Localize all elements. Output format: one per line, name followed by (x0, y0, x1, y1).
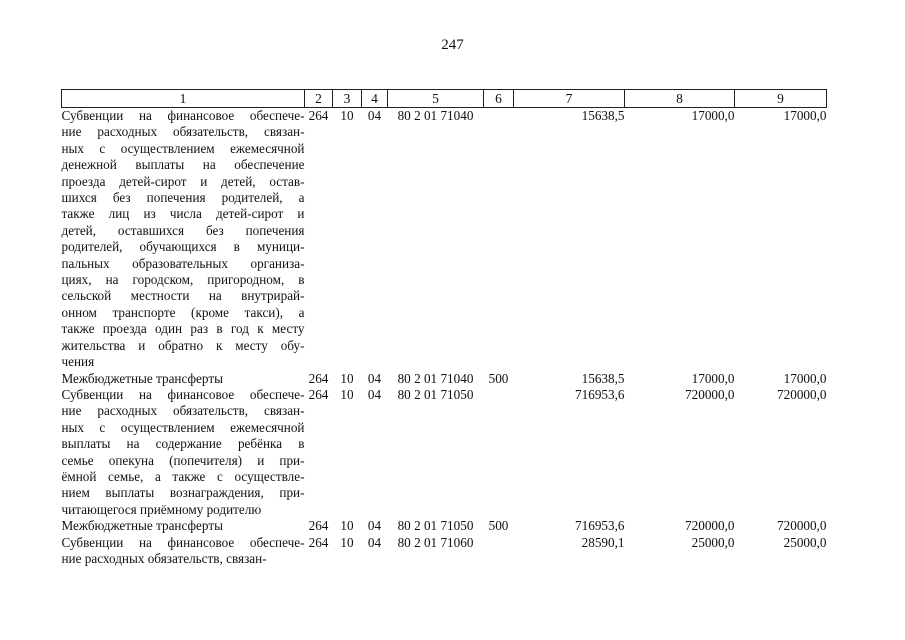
header-col-1: 1 (62, 90, 305, 108)
row-col-3: 10 (340, 518, 354, 534)
row-col-4: 04 (367, 534, 382, 550)
description-line: выплаты на содержание ребёнка в (61, 436, 305, 452)
table-header-row (62, 90, 827, 108)
row-col-2: 264 (308, 534, 329, 550)
budget-table (61, 89, 827, 567)
description-line: Межбюджетные трансферты (61, 370, 223, 386)
description-line: шихся без попечения родителей, а (61, 190, 305, 206)
description-line: ных с осуществлением ежемесячной (61, 419, 305, 435)
table-row (62, 535, 827, 568)
row-col-3: 10 (340, 534, 354, 550)
budget-code: 80 2 01 71060 (397, 534, 474, 550)
description-line: Субвенции на финансовое обеспече- (61, 108, 305, 123)
expense-type (484, 108, 514, 371)
row-description (62, 535, 305, 568)
header-col-8: 8 (625, 90, 735, 108)
row-col-2: 264 (308, 108, 329, 123)
description-line: читающегося приёмному родителю (61, 501, 262, 517)
table-row (62, 518, 827, 534)
row-col-4: 04 (367, 108, 382, 123)
row-description (62, 387, 305, 518)
description-line: ёмной семье, а также с осуществле- (61, 468, 305, 484)
header-col-3: 3 (333, 90, 362, 108)
expense-type: 500 (488, 518, 509, 534)
description-line: денежной выплаты на обеспечение (61, 157, 305, 173)
expense-type (484, 535, 514, 568)
description-line: нием выплаты вознаграждения, при- (61, 485, 305, 501)
description-line: Межбюджетные трансферты (61, 518, 223, 534)
amount-col-9: 720000,0 (777, 386, 827, 402)
row-description (62, 518, 305, 534)
amount-col-8: 720000,0 (685, 518, 735, 534)
table-row (62, 387, 827, 518)
description-line: ние расходных обязательств, связан- (61, 403, 305, 419)
amount-col-9: 17000,0 (783, 370, 827, 386)
description-line: чения (61, 354, 95, 370)
page-number: 247 (441, 37, 464, 53)
header-col-6: 6 (484, 90, 514, 108)
table-row (62, 371, 827, 387)
description-line: ных с осуществлением ежемесячной (61, 140, 305, 156)
amount-col-7: 716953,6 (575, 518, 625, 534)
table-row (62, 108, 827, 371)
description-line: детей, оставшихся без попечения (61, 222, 305, 238)
row-col-3: 10 (340, 108, 354, 123)
description-line: онном транспорте (кроме такси), а (61, 304, 305, 320)
amount-col-9: 720000,0 (777, 518, 827, 534)
row-col-4: 04 (367, 518, 382, 534)
budget-code: 80 2 01 71040 (397, 370, 474, 386)
row-col-4: 04 (367, 370, 382, 386)
description-line: Субвенции на финансовое обеспече- (61, 534, 305, 550)
description-line: пальных образовательных организа- (61, 255, 305, 271)
description-line: также проезда один раз в год к месту (61, 321, 305, 337)
amount-col-9: 25000,0 (783, 534, 827, 550)
description-line: проезда детей-сирот и детей, остав- (61, 173, 305, 189)
description-line: сельской местности на внутрирай- (61, 288, 305, 304)
header-col-7: 7 (514, 90, 625, 108)
row-description (62, 371, 305, 387)
row-col-2: 264 (308, 386, 329, 402)
amount-col-9: 17000,0 (783, 108, 827, 123)
amount-col-8: 25000,0 (691, 534, 735, 550)
amount-col-8: 17000,0 (691, 108, 735, 123)
budget-code: 80 2 01 71050 (397, 518, 474, 534)
description-line: циях, на городском, пригородном, в (61, 272, 305, 288)
description-line: также лиц из числа детей-сирот и (61, 206, 305, 222)
row-col-4: 04 (367, 386, 382, 402)
amount-col-7: 15638,5 (581, 108, 625, 123)
description-line: родителей, обучающихся в муници- (61, 239, 305, 255)
budget-code: 80 2 01 71050 (397, 386, 474, 402)
description-line: ние расходных обязательств, связан- (61, 124, 305, 140)
description-line: жительства и обратно к месту обу- (61, 337, 305, 353)
expense-type (484, 387, 514, 518)
description-line: семье опекуна (попечителя) и при- (61, 452, 305, 468)
amount-col-7: 15638,5 (581, 370, 625, 386)
header-col-2: 2 (305, 90, 333, 108)
row-col-2: 264 (308, 518, 329, 534)
table-body (62, 108, 827, 568)
budget-code: 80 2 01 71040 (397, 108, 474, 123)
amount-col-8: 17000,0 (691, 370, 735, 386)
amount-col-8: 720000,0 (685, 386, 735, 402)
expense-type: 500 (488, 370, 509, 386)
row-col-2: 264 (308, 370, 329, 386)
header-col-4: 4 (362, 90, 388, 108)
header-col-9: 9 (735, 90, 827, 108)
header-col-5: 5 (388, 90, 484, 108)
row-col-3: 10 (340, 370, 354, 386)
row-col-3: 10 (340, 386, 354, 402)
description-line: ние расходных обязательств, связан- (61, 550, 267, 566)
amount-col-7: 28590,1 (581, 534, 625, 550)
amount-col-7: 716953,6 (575, 386, 625, 402)
description-line: Субвенции на финансовое обеспече- (61, 386, 305, 402)
row-description (62, 108, 305, 371)
